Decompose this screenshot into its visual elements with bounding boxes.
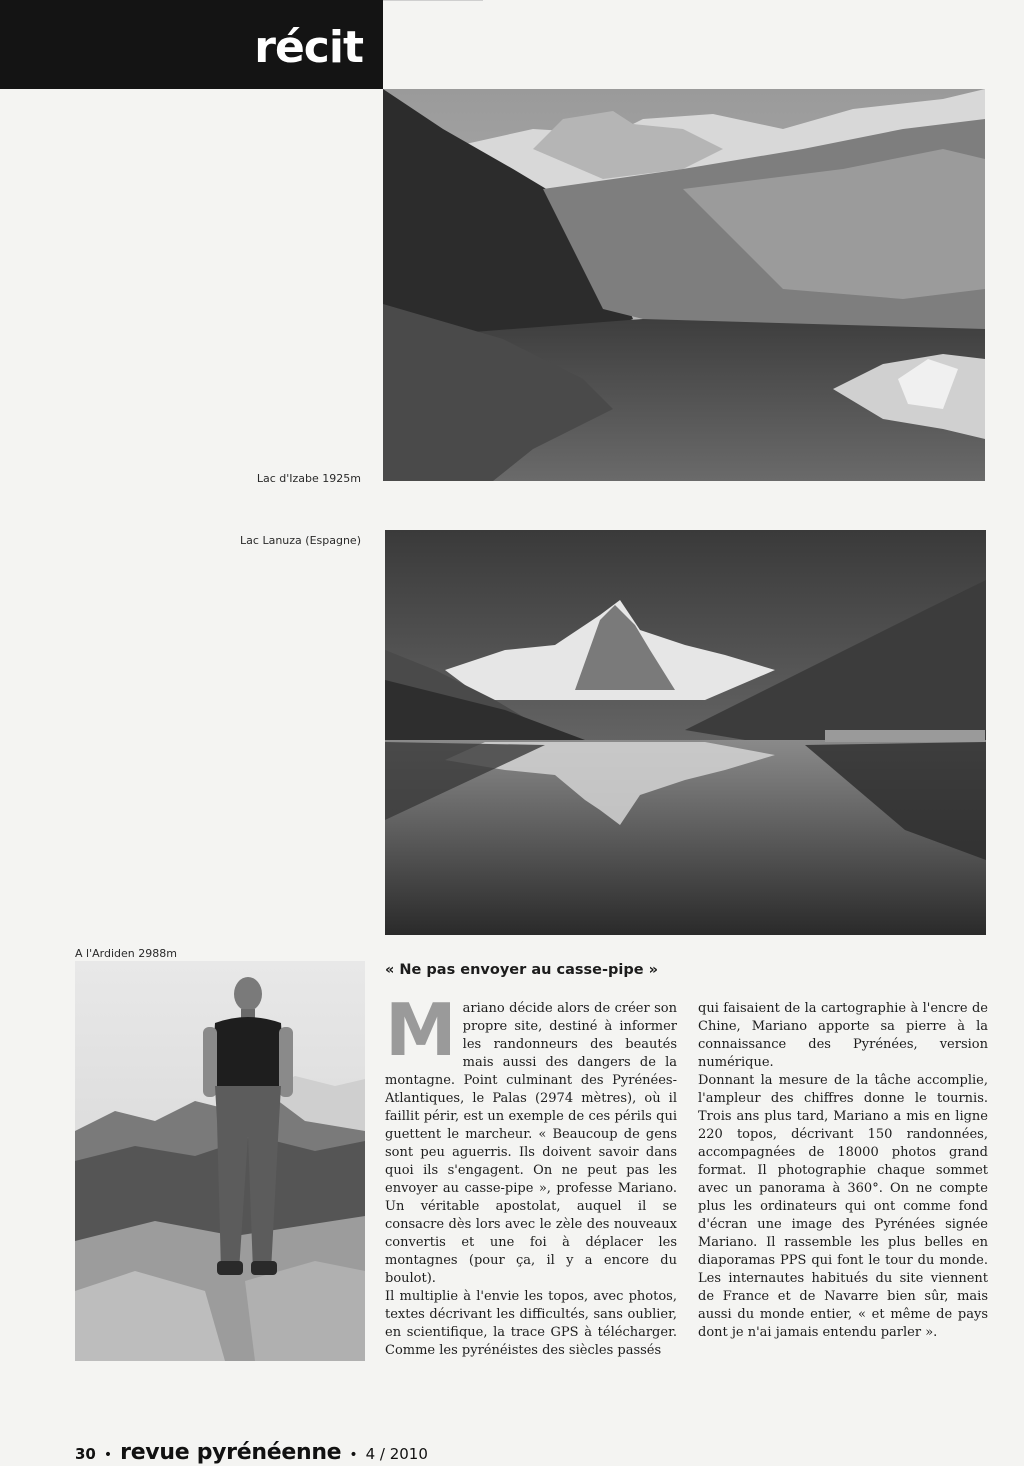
article-column-1 — [385, 988, 677, 1360]
section-title: récit — [254, 22, 363, 73]
paragraph-1-text: ariano décide alors de créer son propre site, destiné à informer les randonneurs des beautés mais aussi des dangers de la montagne. Point culminant des Pyrénées-Atlantiques, le Palas (2974 mètres), où il faillit périr, est un exemple de ces périls qui guettent le marcheur. « Beaucoup de gens sont peu aguerris. Ils doivent savoir dans quoi ils s'engagent. On ne peut pas les envoyer au casse-pipe », professe Mariano. Un véritable apostolat, auquel il se consacre dès lors avec le zèle des nouveaux convertis et une foi à déplacer les montagnes (pour ça, il y a encore du boulot). — [385, 1001, 677, 1286]
section-header-band — [0, 0, 383, 89]
article-column-2 — [698, 1000, 988, 1342]
article-paragraph-4: Donnant la mesure de la tâche accomplie, l'ampleur des chiffres donne le tournis. Trois ans plus tard, Mariano a mis en ligne 220 topos, décrivant 150 randonnées, accompagnées de 18000 photos grand format. Il photographie chaque sommet avec un panorama à 360°. On ne compte plus les ordinateurs qui ont comme fond d'écran une image des Pyrénées signée Mariano. Il rassemble les plus belles en diaporamas PPS qui font le tour du monde. Les internautes habitués du site viennent de France et de Navarre bien sûr, mais aussi du monde entier, « et même de pays dont je n'ai jamais entendu parler ». — [698, 1073, 988, 1340]
dropcap: M — [385, 988, 457, 1072]
footer-bullet: • — [103, 1447, 113, 1463]
article-paragraph-2: Il multiplie à l'envie les topos, avec photos, textes décrivant les difficultés, sans oublier, en scientifique, la trace GPS à télécharger. Comme les pyrénéistes des siècles passés — [385, 1289, 677, 1358]
caption-lac-lanuza: Lac Lanuza (Espagne) — [240, 534, 361, 547]
article-heading: « Ne pas envoyer au casse-pipe » — [385, 962, 658, 978]
photo-lac-izabe — [383, 89, 985, 481]
footer-bullet-2: • — [349, 1447, 358, 1463]
photo-ardiden-hiker — [75, 961, 365, 1361]
article-paragraph-1 — [385, 988, 677, 1288]
magazine-name: revue pyrénéenne — [120, 1440, 342, 1465]
article-paragraph-3: qui faisaient de la cartographie à l'encre de Chine, Mariano apporte sa pierre à la connaissance des Pyrénées, version numérique. — [698, 1001, 988, 1070]
caption-lac-izabe: Lac d'Izabe 1925m — [256, 472, 361, 485]
issue-number: 4 / 2010 — [365, 1445, 428, 1463]
photo-lac-lanuza — [385, 530, 986, 935]
top-rule — [383, 0, 483, 1]
caption-ardiden: A l'Ardiden 2988m — [75, 947, 177, 960]
page-footer — [75, 1440, 428, 1465]
page-number: 30 — [75, 1445, 96, 1463]
